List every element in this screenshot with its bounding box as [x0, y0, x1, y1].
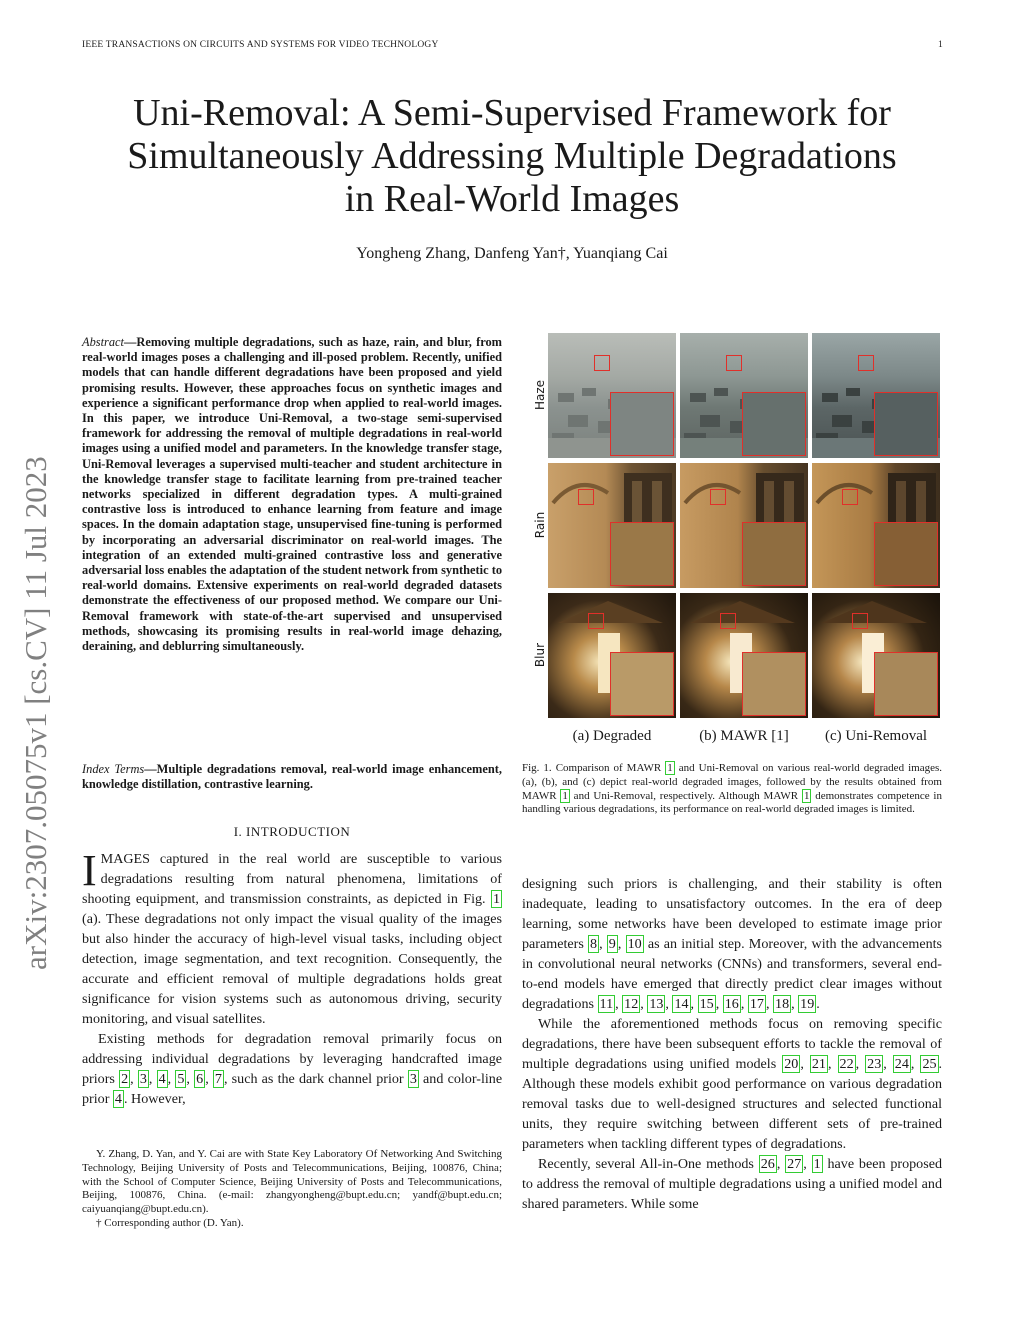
- image-rain-uniremoval: [812, 463, 940, 588]
- text-run: Recently, several All-in-One methods: [538, 1156, 759, 1172]
- index-terms-lead: Index Terms: [82, 762, 145, 776]
- image-haze-mawr: [680, 333, 808, 458]
- zoom-region-marker: [578, 489, 594, 505]
- title-line-3: in Real-World Images: [344, 178, 680, 220]
- index-terms: [82, 762, 502, 792]
- text-run: . Although these models exhibit good performance on various degradation removal tasks due to well-designed structures and selected functional units, they require switching between different sets of pre-trained parameters when tackling different types of degradations.: [522, 1056, 943, 1152]
- citation-link[interactable]: 15: [699, 996, 714, 1012]
- text-run: Existing methods for degradation removal primarily focus on addressing individual degradations by leveraging handcrafted image priors: [82, 1031, 502, 1087]
- text-run: (a). These degradations not only impact the visual quality of the images but also hinder the accuracy of high-level visual tasks, including object detection, image segmentation, and text recognition. Consequently, the accurate and efficient removal of multiple degradations holds great significance for vision systems such as autonomous driving, security monitoring, and visual satellites.: [82, 911, 502, 1027]
- authors: Yongheng Zhang, Danfeng Yan†, Yuanqiang Cai: [356, 245, 668, 262]
- citation-link[interactable]: 1: [667, 762, 673, 774]
- citation-link[interactable]: 8: [590, 936, 598, 952]
- zoom-region-marker: [588, 613, 604, 629]
- image-haze-degraded: [548, 333, 676, 458]
- citation-link[interactable]: 26: [760, 1156, 775, 1172]
- text-run: as an initial step. Moreover, with the advancements in convolutional neural networks (CNNs) and transformers, several end-to-end models have emerged that directly predict clear images without degradations: [522, 936, 943, 1012]
- title-line-1: Uni-Removal: A Semi-Supervised Framework for: [133, 92, 891, 134]
- zoom-inset: [742, 392, 806, 456]
- image-haze-uniremoval: [812, 333, 940, 458]
- text-run: and color-line prior: [82, 1071, 503, 1107]
- row-label-rain: Rain: [533, 511, 547, 539]
- footnote-affiliation: Y. Zhang, D. Yan, and Y. Cai are with State Key Laboratory Of Networking And Switching Technology, Beijing University of Posts and Telecommunications, Beijing, 100876, China; with the School of Computer Science, Beijing University of Posts and Telecommunications, Beijing, 100876, China. (e-mail: zhangyongheng@bupt.edu.cn; yandf@bupt.edu.cn; caiyuanqiang@bupt.edu.cn).: [82, 1148, 502, 1216]
- citation-link[interactable]: 21: [811, 1056, 826, 1072]
- right-paragraph-1: designing such priors is challenging, and their stability is often inadequate, leading to unsatisfactory outcomes. In the era of deep learning, some networks have been developed to estimate image prior parameters 8 , 9 , 10 as an initial step. Moreover, with the advancements in convolutional neural networks (CNNs) and transformers, several end-to-end models have emerged that directly predict clear images without degradations 11 , 12 , 13 , 14 , 15 , 16 , 17 , 18 , 19 .: [522, 876, 943, 1012]
- citation-link[interactable]: 12: [624, 996, 639, 1012]
- citation-link[interactable]: 6: [196, 1071, 204, 1087]
- zoom-region-marker: [726, 355, 742, 371]
- zoom-inset: [610, 522, 674, 586]
- citation-link[interactable]: 9: [608, 936, 616, 952]
- zoom-inset: [874, 522, 938, 586]
- text-run: and Uni-Removal on various real-world degraded images. (a), (b), and (c) depict real-world degraded images, followed by the results obtained from MAWR: [522, 762, 942, 802]
- text-run: .: [816, 996, 820, 1012]
- text-run: . However,: [123, 1091, 186, 1107]
- citation-link[interactable]: 16: [724, 996, 739, 1012]
- citation-link[interactable]: 20: [784, 1056, 799, 1072]
- citation-link[interactable]: 10: [627, 936, 642, 952]
- text-run: demonstrates competence in handling various degradations, its performance on real-world degraded images is limited.: [522, 789, 942, 816]
- citation-link[interactable]: 27: [787, 1156, 802, 1172]
- sublabel-degraded: (a) Degraded: [572, 728, 652, 744]
- abstract-lead: Abstract: [82, 335, 124, 349]
- zoom-inset: [874, 652, 938, 716]
- title-line-2: Simultaneously Addressing Multiple Degradations: [127, 135, 897, 177]
- citation-link[interactable]: 1: [803, 789, 810, 802]
- paper-title: [60, 92, 964, 221]
- citation-link[interactable]: 1: [813, 1156, 821, 1172]
- citation-link[interactable]: 3: [139, 1071, 147, 1087]
- dropcap: I: [82, 846, 97, 895]
- citation-link[interactable]: 3: [409, 1071, 417, 1087]
- intro-right-column: [522, 874, 942, 1214]
- citation-link[interactable]: 11: [599, 996, 614, 1012]
- text-run: Fig. 1. Comparison of MAWR: [522, 762, 666, 774]
- text-run: , such as the dark channel prior: [223, 1071, 408, 1087]
- citation-link[interactable]: 5: [177, 1071, 185, 1087]
- citation-link[interactable]: 1: [492, 891, 500, 907]
- intro-paragraph-1: [82, 846, 502, 1029]
- intro-paragraph-2: Existing methods for degradation removal primarily focus on addressing individual degradations by leveraging handcrafted image priors 2 , 3 , 4 , 5 , 6 , 7 , such as the dark channel prior 3 and color-line prior 4 . However,: [82, 1031, 503, 1107]
- citation-link[interactable]: 17: [749, 996, 764, 1012]
- abstract: [82, 335, 502, 654]
- text-run: While the aforementioned methods focus on removing specific degradations, there have been subsequent efforts to tackle the removal of multiple degradations using unified models: [522, 1016, 942, 1072]
- text-run: MAGES captured in the real world are susceptible to various degradations resulting from natural phenomena, limitations of shooting equipment, and transmission constraints, as depicted in Fig.: [82, 851, 502, 907]
- sublabel-mawr: (b) MAWR [1]: [699, 728, 789, 744]
- zoom-inset: [610, 392, 674, 456]
- text-run: and Uni-Removal, respectively. Although MAWR: [569, 789, 802, 802]
- zoom-inset: [742, 652, 806, 716]
- citation-link[interactable]: 19: [800, 996, 815, 1012]
- sublabel-uniremoval: (c) Uni-Removal: [824, 728, 928, 744]
- image-blur-degraded: [548, 593, 676, 718]
- zoom-inset: [742, 522, 806, 586]
- image-blur-uniremoval: [812, 593, 940, 718]
- citation-link[interactable]: 13: [649, 996, 664, 1012]
- citation-link[interactable]: 4: [114, 1091, 122, 1107]
- citation-link[interactable]: 18: [775, 996, 790, 1012]
- text-run: designing such priors is challenging, and their stability is often inadequate, leading to unsatisfactory outcomes. In the era of deep learning, some networks have been developed to estimate image prior parameters: [522, 876, 942, 952]
- right-paragraph-3: Recently, several All-in-One methods 26 , 27 , 1 have been proposed to address the removal of multiple degradations using a unified model and shared parameters. While some: [522, 1156, 943, 1212]
- footnote-corresponding: † Corresponding author (D. Yan).: [96, 1216, 244, 1229]
- row-label-haze: Haze: [533, 379, 547, 411]
- arxiv-stamp: arXiv:2307.05075v1 [cs.CV] 11 Jul 2023: [18, 456, 53, 970]
- citation-link[interactable]: 14: [674, 996, 689, 1012]
- running-header: IEEE TRANSACTIONS ON CIRCUITS AND SYSTEMS FOR VIDEO TECHNOLOGY: [82, 40, 439, 50]
- footnote: [82, 1148, 502, 1231]
- abstract-text: —Removing multiple degradations, such as haze, rain, and blur, from real-world images poses a challenging and ill-posed problem. Recently, unified models that can handle different degradations have been proposed and yield promising results. However, these approaches focus on synthetic images and experience a significant performance drop when applied to real-world images. In this paper, we introduce Uni-Removal, a two-stage semi-supervised framework for addressing the removal of multiple degradations in real-world images using a unified model and parameters. In the knowledge transfer stage, Uni-Removal leverages a supervised multi-teacher and student architecture in the knowledge transfer stage to facilitate learning from pre-trained teacher networks specialized in different degradation types. A multi-grained contrastive loss is introduced to enhance learning from feature and image spaces. In the domain adaptation stage, unsupervised fine-tuning is performed by incorporating an adversarial discriminator on real-world images. The integration of an extended multi-grained contrastive loss and generative adversarial loss enables the adaptation of the student network from synthetic to real-world domains. Extensive experiments on real-world degraded datasets demonstrate the effectiveness of our proposed method. We compare our Uni-Removal framework with state-of-the-art supervised and unsupervised methods, showcasing its promising results in real-world image dehazing, deraining, and deblurring simultaneously.: [82, 335, 503, 654]
- right-paragraph-2: While the aforementioned methods focus on removing specific degradations, there have been subsequent efforts to tackle the removal of multiple degradations using unified models 20 , 21 , 22 , 23 , 24 , 25 . Although these models exhibit good performance on various degradation removal tasks due to well-designed structures and selected functional units, they require switching between different sets of pre-trained parameters when tackling different types of degradations.: [522, 1016, 943, 1152]
- citation-link[interactable]: 24: [894, 1056, 909, 1072]
- zoom-inset: [874, 392, 938, 456]
- citation-link[interactable]: 1: [562, 789, 568, 802]
- zoom-region-marker: [852, 613, 868, 629]
- section-heading: I. INTRODUCTION: [233, 824, 351, 839]
- citation-link[interactable]: 25: [922, 1056, 937, 1072]
- figure-1: [533, 333, 941, 723]
- zoom-region-marker: [594, 355, 610, 371]
- zoom-region-marker: [858, 355, 874, 371]
- image-blur-mawr: [680, 593, 808, 718]
- image-rain-mawr: [680, 463, 808, 588]
- image-rain-degraded: [548, 463, 676, 588]
- figure-caption: [522, 762, 942, 817]
- citation-link[interactable]: 7: [214, 1071, 222, 1087]
- citation-link[interactable]: 4: [158, 1071, 166, 1087]
- text-run: have been proposed to address the removal of multiple degradations using a unified model and shared parameters. While some: [522, 1156, 943, 1212]
- zoom-inset: [610, 652, 674, 716]
- intro-left-column: [82, 846, 503, 1109]
- zoom-region-marker: [842, 489, 858, 505]
- citation-link[interactable]: 2: [121, 1071, 129, 1087]
- page-number: 1: [938, 40, 943, 50]
- citation-link[interactable]: 23: [867, 1056, 882, 1072]
- index-terms-text: —Multiple degradations removal, real-world image enhancement, knowledge distillation, contrastive learning.: [82, 762, 502, 792]
- row-label-blur: Blur: [533, 642, 547, 668]
- zoom-region-marker: [720, 613, 736, 629]
- citation-link[interactable]: 22: [839, 1056, 854, 1072]
- zoom-region-marker: [710, 489, 726, 505]
